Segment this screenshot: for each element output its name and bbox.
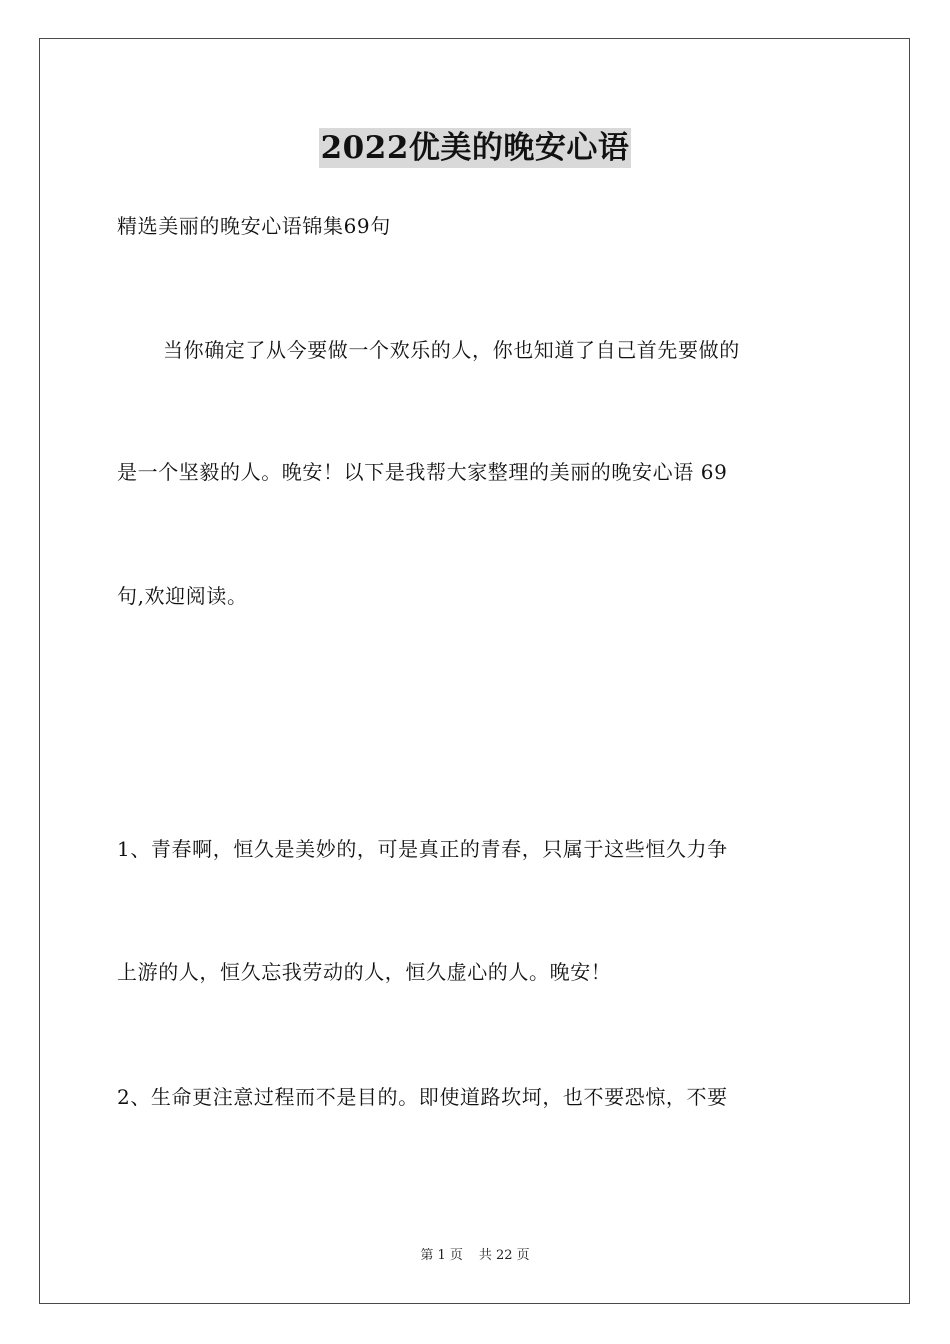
paragraph-line: 1、青春啊，恒久是美妙的，可是真正的青春，只属于这些恒久力争: [117, 837, 728, 861]
paragraph-line: 上游的人，恒久忘我劳动的人，恒久虚心的人。晚安！: [117, 960, 612, 984]
document-title: 2022优美的晚安心语: [320, 130, 630, 166]
paragraph-line: 句,欢迎阅读。: [117, 584, 248, 608]
paragraph-line: 2、生命更注意过程而不是目的。即使道路坎坷，也不要恐惊，不要: [117, 1085, 728, 1109]
document-subtitle: 精选美丽的晚安心语锦集69句: [117, 214, 391, 238]
title-container: [0, 128, 950, 168]
paragraph-line: 是一个坚毅的人。晚安！以下是我帮大家整理的美丽的晚安心语 69: [117, 460, 728, 484]
paragraph-line: 当你确定了从今要做一个欢乐的人，你也知道了自己首先要做的: [163, 338, 740, 362]
page-number: 第 1 页: [420, 1248, 463, 1263]
page-total: 共 22 页: [478, 1248, 530, 1263]
page-footer: [0, 1247, 950, 1265]
